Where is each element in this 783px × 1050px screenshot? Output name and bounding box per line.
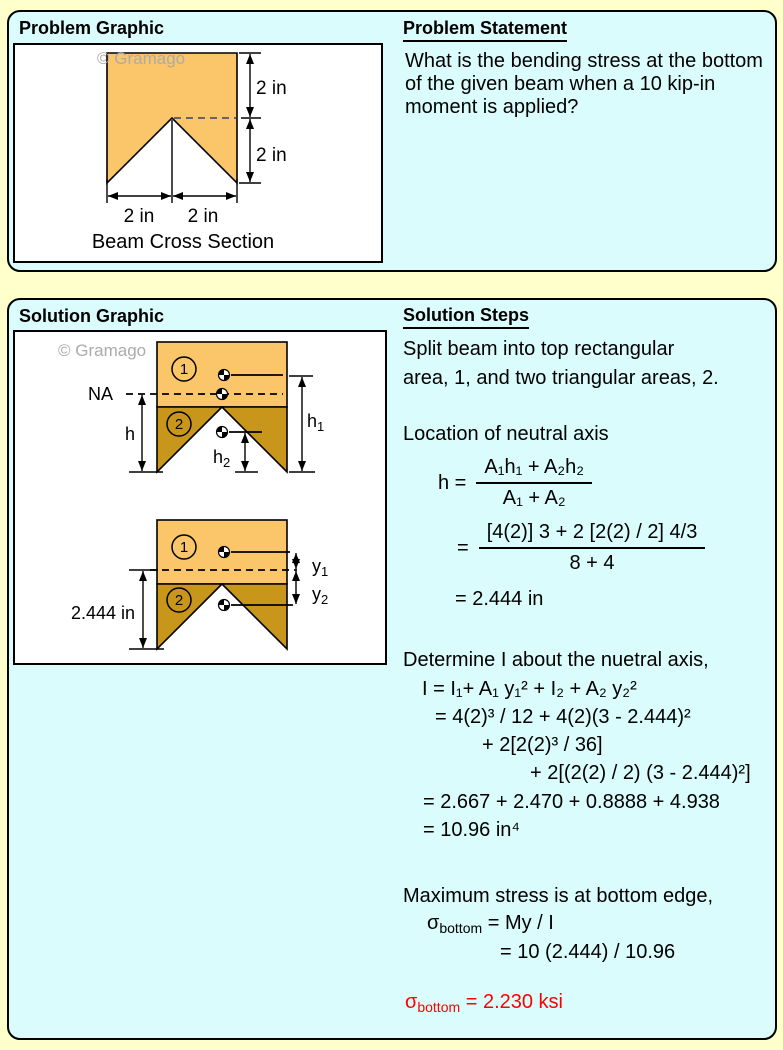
stress-heading: Maximum stress is at bottom edge, <box>403 885 714 907</box>
h2-label: $h_2$ <box>213 447 231 470</box>
na-label: NA <box>88 384 114 404</box>
equation-h-values <box>457 521 705 575</box>
watermark: © Gramago <box>97 49 186 68</box>
svg-text:1: 1 <box>179 361 189 378</box>
watermark: © Gramago <box>58 341 147 360</box>
fraction-numerator: A₁h₁ + A₂h₂ <box>476 456 592 484</box>
h-result: = 2.444 in <box>455 588 544 610</box>
svg-text:1: 1 <box>179 539 189 556</box>
area2-right-triangle-bottom <box>222 584 287 649</box>
inertia-line: = 4(2)³ / 12 + 4(2)(3 - 2.444)² <box>435 706 691 728</box>
final-result <box>405 991 563 1015</box>
dim-2444-label: 2.444 in <box>70 603 135 623</box>
steps-intro-line2: area, 1, and two triangular areas, 2. <box>403 367 719 389</box>
inertia-line: = 2.667 + 2.470 + 0.8888 + 4.938 <box>423 791 720 813</box>
solution-panel <box>7 298 777 1040</box>
fraction-numerator: [4(2)] 3 + 2 [2(2) / 2] 4/3 <box>479 521 706 549</box>
neutral-axis-heading: Location of neutral axis <box>403 423 609 445</box>
beam-cross-section-diagram <box>15 45 381 261</box>
solution-graphic-title: Solution Graphic <box>19 306 165 326</box>
area2-right-triangle-top <box>222 407 287 472</box>
dim-bottom-right-label: 2 in <box>187 206 219 227</box>
problem-statement-text: What is the bending stress at the bottom of the given beam when a 10 kip-in moment is applied? <box>405 50 763 118</box>
y1-label: $y_1$ <box>312 556 329 579</box>
sigma-subscript: bottom <box>417 999 461 1015</box>
inertia-line: + 2[(2(2) / 2) (3 - 2.444)²] <box>530 762 751 784</box>
problem-statement-title: Problem Statement <box>403 18 567 42</box>
equation-h <box>438 456 592 510</box>
solution-graphic-box <box>13 330 387 665</box>
diagram-caption: Beam Cross Section <box>91 231 275 253</box>
y2-label: $y_2$ <box>312 584 329 607</box>
steps-intro-line1: Split beam into top rectangular <box>403 338 675 360</box>
sigma-symbol: σ <box>405 991 418 1013</box>
inertia-line: I = I₁+ A₁ y₁² + I₂ + A₂ y₂² <box>422 678 637 700</box>
fraction-denominator: A₁ + A₂ <box>502 487 566 509</box>
h-label: h <box>124 424 136 444</box>
h1-label: $h_1$ <box>307 411 325 434</box>
dim-right-top-label: 2 in <box>256 78 287 99</box>
svg-text:2: 2 <box>174 592 184 609</box>
solution-steps-title: Solution Steps <box>403 305 529 329</box>
dim-right-bottom-label: 2 in <box>256 145 287 166</box>
sigma-subscript: bottom <box>439 920 483 936</box>
stress-eq-rhs: = My / I <box>482 912 554 934</box>
stress-equation <box>427 912 554 936</box>
fraction-denominator: 8 + 4 <box>569 552 615 574</box>
sigma-symbol: σ <box>427 912 440 934</box>
fraction <box>479 521 706 575</box>
eq-lhs: h = <box>438 471 467 494</box>
dim-bottom-left-label: 2 in <box>123 206 155 227</box>
inertia-line: = 10.96 in⁴ <box>423 819 521 841</box>
fraction <box>476 456 592 510</box>
solution-diagram <box>15 332 385 663</box>
problem-graphic-title: Problem Graphic <box>19 18 165 38</box>
inertia-heading: Determine I about the nuetral axis, <box>403 649 709 671</box>
svg-text:2: 2 <box>174 416 184 433</box>
centroid-icon <box>217 389 228 400</box>
problem-panel <box>7 10 777 272</box>
eq-lhs: = <box>457 536 469 559</box>
result-value: = 2.230 ksi <box>460 991 563 1013</box>
stress-equation-values: = 10 (2.444) / 10.96 <box>500 941 676 963</box>
problem-graphic-box <box>13 43 383 263</box>
inertia-line: + 2[2(2)³ / 36] <box>482 734 603 756</box>
